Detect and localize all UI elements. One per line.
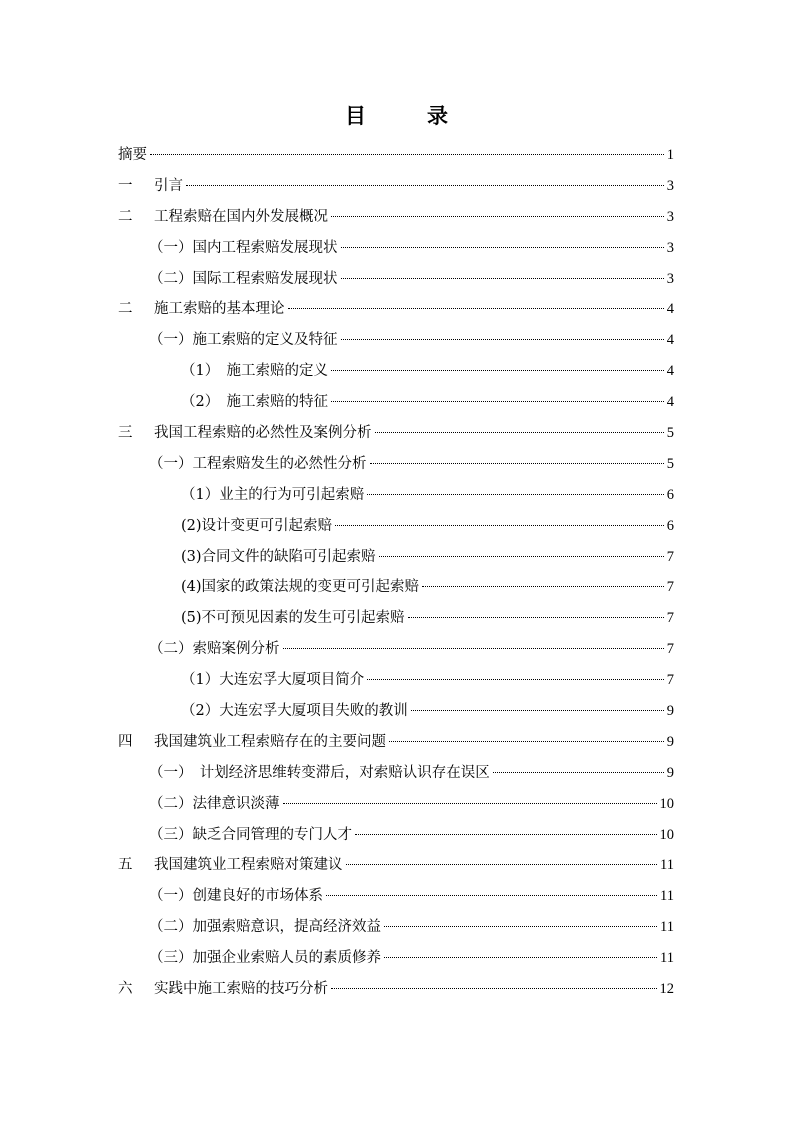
toc-entry[interactable]: [118, 511, 674, 542]
toc-entry-title: （2） 施工索赔的特征: [181, 394, 328, 411]
toc-entry[interactable]: [118, 974, 674, 1005]
toc-entry[interactable]: [118, 696, 674, 727]
toc-entry-page-number: 6: [666, 517, 674, 534]
toc-entry[interactable]: [118, 943, 674, 974]
toc-entry-title: 实践中施工索赔的技巧分析: [154, 981, 328, 998]
toc-dot-leader: [341, 247, 664, 248]
toc-dot-leader: [379, 556, 664, 557]
page-title: 目 录: [345, 103, 468, 128]
toc-entry-title: (5)不可预见因素的发生可引起索赔: [181, 610, 405, 627]
toc-entry-title: （三）加强企业索赔人员的素质修养: [149, 950, 381, 967]
toc-entry-page-number: 9: [666, 764, 674, 781]
toc-entry-page-number: 4: [666, 301, 674, 318]
toc-dot-leader: [370, 463, 664, 464]
toc-entry[interactable]: [118, 727, 674, 758]
toc-dot-leader: [389, 741, 664, 742]
toc-entry[interactable]: [118, 294, 674, 325]
toc-entry[interactable]: [118, 665, 674, 696]
toc-entry[interactable]: [118, 572, 674, 603]
toc-entry-page-number: 9: [666, 733, 674, 750]
toc-entry[interactable]: [118, 171, 674, 202]
toc-entry-number: 四: [118, 733, 133, 750]
toc-dot-leader: [331, 370, 664, 371]
toc-entry-title: (4)国家的政策法规的变更可引起索赔: [181, 579, 420, 596]
toc-entry-title: （2）大连宏孚大厦项目失败的教训: [181, 703, 408, 720]
toc-entry-title: 我国建筑业工程索赔对策建议: [154, 857, 343, 874]
toc-entry-title: （一）工程索赔发生的必然性分析: [149, 455, 367, 472]
toc-entry[interactable]: [118, 264, 674, 295]
toc-entry-number: 一: [118, 177, 133, 194]
toc-entry[interactable]: [118, 449, 674, 480]
toc-entry-page-number: 7: [666, 548, 674, 565]
toc-entry[interactable]: [118, 603, 674, 634]
toc-entry-title: （1）大连宏孚大厦项目简介: [181, 672, 365, 689]
toc-entry-number: 三: [118, 425, 133, 442]
toc-dot-leader: [331, 216, 664, 217]
toc-dot-leader: [346, 864, 658, 865]
toc-entry-title: （1） 施工索赔的定义: [181, 363, 328, 380]
toc-entry[interactable]: [118, 912, 674, 943]
toc-entry[interactable]: [118, 233, 674, 264]
toc-entry-page-number: 11: [660, 857, 674, 874]
toc-dot-leader: [408, 617, 664, 618]
toc-entry-title: （1）业主的行为可引起索赔: [181, 486, 365, 503]
toc-entry[interactable]: [118, 140, 674, 171]
toc-dot-leader: [384, 926, 657, 927]
toc-entry[interactable]: [118, 356, 674, 387]
toc-entry-page-number: 7: [666, 641, 674, 658]
toc-entry-title: （一） 计划经济思维转变滞后，对索赔认识存在误区: [149, 764, 490, 781]
toc-entry[interactable]: [118, 850, 674, 881]
toc-entry-page-number: 7: [666, 579, 674, 596]
toc-entry-number: 二: [118, 301, 133, 318]
toc-entry-page-number: 9: [666, 703, 674, 720]
toc-entry-number: 六: [118, 981, 133, 998]
toc-entry-page-number: 4: [666, 332, 674, 349]
toc-dot-leader: [367, 494, 664, 495]
toc-entry-page-number: 11: [660, 888, 674, 905]
toc-entry-title: 我国工程索赔的必然性及案例分析: [154, 425, 372, 442]
toc-dot-leader: [341, 278, 664, 279]
toc-entry-title: (3)合同文件的缺陷可引起索赔: [181, 548, 376, 565]
toc-entry-title: 工程索赔在国内外发展概况: [154, 208, 328, 225]
toc-entry-page-number: 3: [666, 177, 674, 194]
toc-entry-page-number: 3: [666, 239, 674, 256]
table-of-contents: [118, 140, 674, 1005]
toc-entry-page-number: 1: [666, 147, 674, 163]
toc-dot-leader: [326, 895, 657, 896]
toc-entry[interactable]: [118, 634, 674, 665]
toc-dot-leader: [331, 988, 657, 989]
toc-entry-page-number: 5: [666, 455, 674, 472]
toc-entry-title: 我国建筑业工程索赔存在的主要问题: [154, 733, 386, 750]
toc-entry-page-number: 6: [666, 486, 674, 503]
toc-dot-leader: [493, 772, 664, 773]
toc-entry[interactable]: [118, 202, 674, 233]
toc-dot-leader: [335, 525, 664, 526]
toc-entry-title: （三）缺乏合同管理的专门人才: [149, 826, 352, 843]
toc-entry-title: （一）创建良好的市场体系: [149, 888, 323, 905]
toc-dot-leader: [355, 834, 657, 835]
toc-entry[interactable]: [118, 325, 674, 356]
toc-dot-leader: [422, 586, 664, 587]
toc-dot-leader: [288, 308, 664, 309]
toc-entry-page-number: 3: [666, 270, 674, 287]
toc-entry-page-number: 4: [666, 363, 674, 380]
toc-entry-page-number: 10: [659, 795, 674, 812]
toc-dot-leader: [341, 339, 664, 340]
toc-entry-title: （二）国际工程索赔发展现状: [149, 270, 338, 287]
toc-entry[interactable]: [118, 881, 674, 912]
toc-entry-title: （一）国内工程索赔发展现状: [149, 239, 338, 256]
toc-entry-title: 引言: [154, 177, 183, 194]
toc-entry[interactable]: [118, 480, 674, 511]
toc-entry[interactable]: [118, 418, 674, 449]
toc-entry-page-number: 7: [666, 610, 674, 627]
toc-dot-leader: [384, 957, 657, 958]
toc-entry-page-number: 10: [659, 826, 674, 843]
toc-entry-number: 五: [118, 857, 133, 874]
toc-entry-page-number: 12: [659, 981, 674, 998]
toc-entry[interactable]: [118, 789, 674, 820]
toc-entry-title: 摘要: [118, 147, 147, 163]
toc-entry-title: （二）加强索赔意识，提高经济效益: [149, 919, 381, 936]
toc-entry-page-number: 7: [666, 672, 674, 689]
toc-dot-leader: [186, 185, 664, 186]
toc-entry-number: 二: [118, 208, 133, 225]
toc-entry-title: （二）法律意识淡薄: [149, 795, 280, 812]
toc-entry[interactable]: [118, 542, 674, 573]
toc-entry-page-number: 5: [666, 425, 674, 442]
toc-entry-title: （二）索赔案例分析: [149, 641, 280, 658]
toc-entry[interactable]: [118, 758, 674, 789]
toc-dot-leader: [283, 648, 664, 649]
toc-dot-leader: [411, 710, 664, 711]
toc-entry[interactable]: [118, 820, 674, 851]
toc-dot-leader: [367, 679, 664, 680]
toc-entry-page-number: 4: [666, 394, 674, 411]
toc-entry-title: （一）施工索赔的定义及特征: [149, 332, 338, 349]
toc-entry-page-number: 11: [660, 950, 674, 967]
toc-dot-leader: [150, 154, 664, 155]
toc-dot-leader: [375, 432, 664, 433]
toc-dot-leader: [283, 803, 657, 804]
toc-entry-page-number: 3: [666, 208, 674, 225]
toc-entry-page-number: 11: [660, 919, 674, 936]
toc-entry-title: (2)设计变更可引起索赔: [181, 517, 333, 534]
toc-entry-title: 施工索赔的基本理论: [154, 301, 285, 318]
toc-dot-leader: [331, 401, 664, 402]
toc-entry[interactable]: [118, 387, 674, 418]
